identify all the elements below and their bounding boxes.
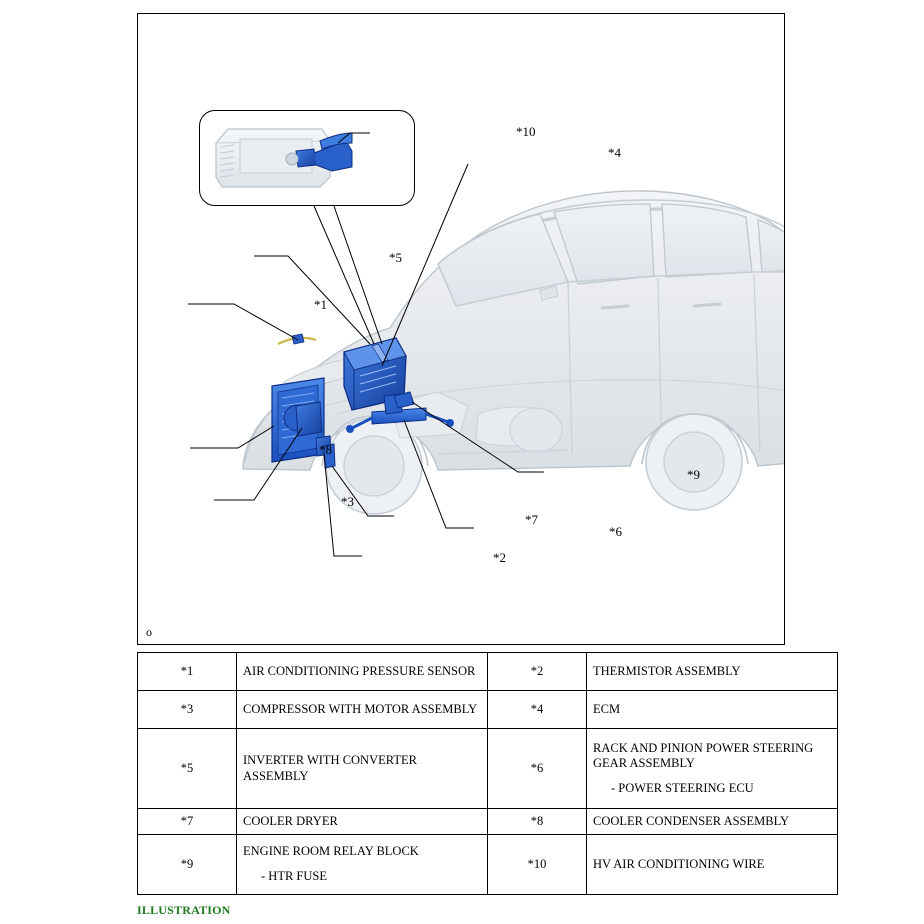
legend-subitem: - HTR FUSE: [261, 869, 327, 883]
legend-text: RACK AND PINION POWER STEERING GEAR ASSEMBLY: [593, 740, 814, 771]
legend-text: AIR CONDITIONING PRESSURE SENSOR: [237, 653, 488, 691]
legend-text: THERMISTOR ASSEMBLY: [587, 653, 838, 691]
legend-text: COOLER DRYER: [237, 809, 488, 835]
callout-2: *2: [493, 550, 506, 565]
legend-text-with-sub: [237, 835, 488, 895]
legend-number: *10: [488, 835, 587, 895]
legend-text-with-sub: [587, 729, 838, 809]
table-row: [138, 653, 838, 691]
callout-7: *7: [525, 512, 538, 527]
inset-detail-box: [199, 110, 415, 206]
table-row: [138, 691, 838, 729]
legend-text: ENGINE ROOM RELAY BLOCK: [243, 844, 419, 859]
hv-ac-wire-detail: [200, 111, 414, 205]
legend-text: INVERTER WITH CONVERTER ASSEMBLY: [237, 729, 488, 809]
illustration-footer-label: ILLUSTRATION: [137, 903, 231, 917]
legend-number: *8: [488, 809, 587, 835]
legend-table: [137, 652, 838, 895]
legend-number: *5: [138, 729, 237, 809]
table-row: [138, 809, 838, 835]
legend-text: COOLER CONDENSER ASSEMBLY: [587, 809, 838, 835]
callout-5: *5: [389, 250, 402, 265]
vehicle-outline: [243, 191, 784, 514]
legend-text: COMPRESSOR WITH MOTOR ASSEMBLY: [237, 691, 488, 729]
callout-8: *8: [319, 442, 332, 457]
legend-number: *9: [138, 835, 237, 895]
legend-number: *4: [488, 691, 587, 729]
callout-10: *10: [516, 124, 536, 139]
legend-number: *2: [488, 653, 587, 691]
callout-9: *9: [687, 467, 700, 482]
table-row: [138, 835, 838, 895]
legend-number: *7: [138, 809, 237, 835]
legend-number: *1: [138, 653, 237, 691]
callout-6: *6: [609, 524, 622, 539]
legend-text: ECM: [587, 691, 838, 729]
origin-marker: o: [146, 625, 152, 639]
rear-wheel: [646, 414, 742, 510]
legend-subitem: - POWER STEERING ECU: [611, 780, 754, 795]
callout-4: *4: [608, 145, 621, 160]
legend-number: *3: [138, 691, 237, 729]
callout-3: *3: [341, 494, 354, 509]
table-row: [138, 729, 838, 809]
vehicle-diagram: [138, 14, 784, 644]
illustration-frame: [137, 13, 785, 645]
legend-number: *6: [488, 729, 587, 809]
callout-1: *1: [314, 297, 327, 312]
legend-text: HV AIR CONDITIONING WIRE: [587, 835, 838, 895]
